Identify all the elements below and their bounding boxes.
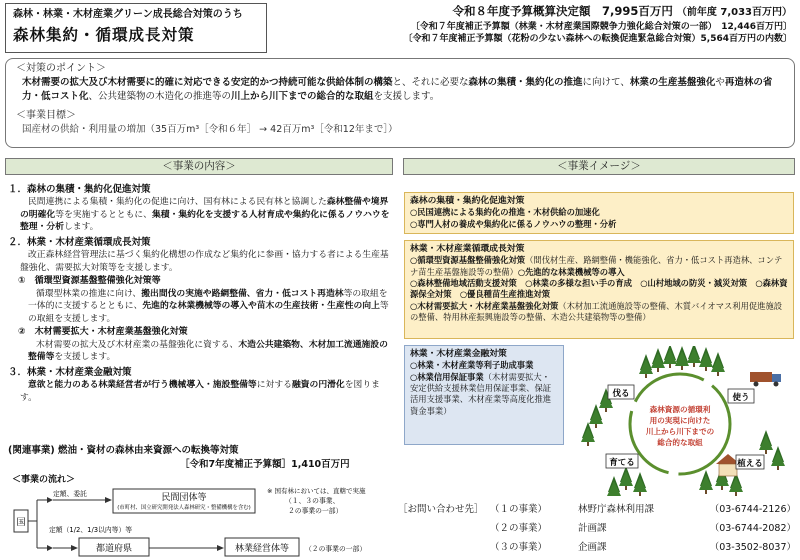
contact-job: （１の事業） [490, 504, 548, 515]
contact-label: ［お問い合わせ先］ [398, 504, 484, 515]
section-2-title: ２．林業・木材産業循環成長対策 [8, 236, 151, 248]
title-box [5, 3, 267, 53]
content-section-header: ＜事業の内容＞ [5, 158, 393, 175]
image-box-finance [404, 345, 564, 445]
truck-icon [750, 372, 781, 387]
flow-connector [28, 500, 47, 548]
budget-main: 令和８年度予算概算決定額 7,995百万円 [452, 4, 673, 18]
image-box-2-items-row: ○森林整備地域活動支援対策 ○林業の多様な担い手の育成 ○山村地域の防災・減災対策 ○森林資源保全対策 ○優良種苗生産推進対策 [410, 278, 788, 300]
contact-row-1 [398, 503, 796, 522]
section-3-text: 意欲と能力のある林業経営者が行う機械導入・施設整備等に対する融資の円滑化を図ります。 [20, 379, 380, 403]
image-box-3-title: 林業・木材産業金融対策 [410, 349, 507, 359]
section-1-text: 民間連携による集積・集約化の促進に向け、国有林による民有林と協調した森林整備や境界の明確化等を実施するとともに、集積・集約化を支援する人材育成や集約化に係るノウハウを整理・分析します。 [20, 197, 390, 233]
goal-heading: ＜事業目標＞ [16, 110, 76, 122]
contact-dept: 計画課 [578, 523, 607, 534]
flow-ringyo-note: （２の事業の一部） [305, 545, 367, 553]
contact-dept: 企画課 [578, 542, 607, 553]
contact-block [398, 503, 796, 560]
flow-arrowhead-1 [105, 497, 112, 503]
flow-todofuken-label: 都道府県 [95, 544, 133, 554]
section-2-1-text: 循環型林業の推進に向け、搬出間伐の実施や路網整備、省力・低コスト再造林等の取組を一体的に支援するとともに、先進的な林業機械等の導入や苗木の生産技術・生産性の向上等の取組を支援します。 [28, 288, 389, 324]
contact-tel: （03-3502-8037） [709, 542, 796, 553]
program-title: 森林集約・循環成長対策 [13, 25, 195, 44]
budget-block [300, 4, 792, 46]
program-subtitle: 森林・林業・木材産業グリーン成長総合対策のうち [13, 9, 243, 20]
image-box-1-title: 森林の集積・集約化促進対策 [410, 196, 525, 206]
image-box-1-item-2: ○専門人材の養成や集約化に係るノウハウの整理・分析 [410, 218, 617, 229]
flow-minkan-sub: (市町村、国立研究開発法人森林研究・整備機構を含む) [117, 505, 251, 511]
cycle-label-sodateru: 育てる [609, 458, 635, 468]
flow-arrowhead-3 [217, 545, 224, 551]
image-box-circular-growth [404, 240, 794, 339]
contact-job: （２の事業） [490, 523, 548, 534]
section-1-title: １．森林の集積・集約化促進対策 [8, 184, 151, 195]
contact-dept: 林野庁森林利用課 [578, 504, 655, 515]
business-flow-diagram [5, 486, 390, 558]
contact-row-2 [398, 522, 796, 541]
image-box-2-item-8: ○木材需要拡大・木材産業基盤強化対策（木材加工流通施設等の整備、木質バイオマス利用促進施設の整備、特用林産振興施設等の整備、木造公共建築物等の整備） [410, 300, 783, 323]
section-2-text: 改正森林経営管理法に基づく集約化構想の作成など集約化に参画・協力する者による生産基盤強化、需要拡大対策等を支援します。 [20, 249, 389, 273]
contact-row-3 [398, 541, 796, 560]
cycle-center-line-2: 用の実現に向けた [649, 416, 711, 425]
image-box-2-item-1: ○循環型資源基盤整備強化対策（間伐材生産、路網整備・機能強化、省力・低コスト再造林、コンテナ苗生産基盤施設等の整備）○先進的な林業機械等の導入 [410, 255, 783, 277]
flow-kuni-label: 国 [16, 518, 26, 528]
cycle-label-kiru: 伐る [612, 389, 630, 399]
related-project-amount: ［令和7年度補正予算額］1,410百万円 [180, 459, 350, 470]
forest-cycle-illustration [566, 346, 796, 496]
budget-previous: （前年度 7,033百万円） [676, 7, 792, 18]
flow-arrow-down [47, 545, 53, 551]
section-2-1-title: ① 循環型資源基盤整備強化対策等 [18, 276, 161, 287]
flow-arrowhead-2 [71, 545, 78, 551]
flow-heading: ＜事業の流れ＞ [12, 475, 76, 485]
points-text: 木材需要の拡大及び木材需要に的確に対応できる安定的かつ持続可能な供給体制の構築と、それに必要な森林の集積・集約化の推進に向けて、林業の生産基盤強化や再造林の省力・低コスト化、公共建築物の木造化の推進等の川上から川下までの総合的な取組を支援します。 [22, 76, 773, 103]
contact-tel: （03-6744-2126） [709, 504, 796, 515]
contact-job: （３の事業） [490, 542, 548, 553]
budget-line-1 [300, 4, 792, 20]
points-heading: ＜対策のポイント＞ [16, 63, 106, 74]
flow-note: ※ 国有林においては、直轄で実施 [267, 487, 366, 495]
contact-tel: （03-6744-2082） [709, 523, 796, 534]
budget-line-2: 〔令和７年度補正予算額（林業・木材産業国際競争力強化総合対策の一部） 12,446百万円〕 [410, 21, 792, 32]
image-box-aggregation [404, 192, 794, 234]
image-section-header: ＜事業イメージ＞ [403, 158, 795, 175]
business-content [8, 181, 392, 404]
cycle-center-line-3: 川上から川下までの [645, 427, 715, 436]
image-box-1-item-1: ○民国連携による集約化の推進・木材供給の加速化 [410, 207, 600, 218]
cycle-center-line-4: 総合的な取組 [657, 438, 703, 447]
cycle-label-ueru: 植える [737, 459, 763, 469]
related-project-title: (関連事業) 燃油・資材の森林由来資源への転換等対策 [8, 445, 239, 456]
policy-points-box [5, 58, 795, 148]
flow-minkan-note-1: （１、３の事業、 [285, 497, 340, 505]
goal-text: 国産材の供給・利用量の増加（35百万m³［令和６年］ → 42百万m³［令和12年まで］） [22, 124, 398, 136]
flow-ringyo-label: 林業経営体等 [234, 544, 290, 554]
image-box-3-item-1: ○林業・木材産業等利子助成事業 [410, 360, 534, 371]
flow-minkan-label: 民間団体等 [161, 493, 207, 503]
cycle-label-tsukau: 使う [732, 393, 750, 403]
budget-line-3: 〔令和７年度補正予算額（花粉の少ない森林への転換促進緊急総合対策）5,564百万円の内数〕 [403, 34, 792, 45]
image-box-3-item-2: ○林業信用保証事業（木材需要拡大・安定供給支援林業信用保証事業、保証活用支援事業、木材産業等高度化推進資金事業） [410, 371, 552, 416]
cycle-center-line-1: 森林資源の循環利 [649, 405, 711, 414]
flow-minkan-note-2: ２の事業の一部） [288, 507, 343, 515]
flow-label-teigaku-2: 定額（1/2、1/3以内等）等 [49, 526, 133, 534]
flow-label-teigaku: 定額、委託 [53, 490, 87, 498]
section-3-title: ３．林業・木材産業金融対策 [8, 366, 132, 378]
section-2-2-title: ② 木材需要拡大・木材産業基盤強化対策 [18, 327, 188, 338]
section-2-2-text: 木材需要の拡大及び木材産業の基盤強化に資する、木造公共建築物、木材加工流通施設の整備等を支援します。 [28, 339, 388, 363]
image-box-2-title: 林業・木材産業循環成長対策 [410, 244, 525, 254]
